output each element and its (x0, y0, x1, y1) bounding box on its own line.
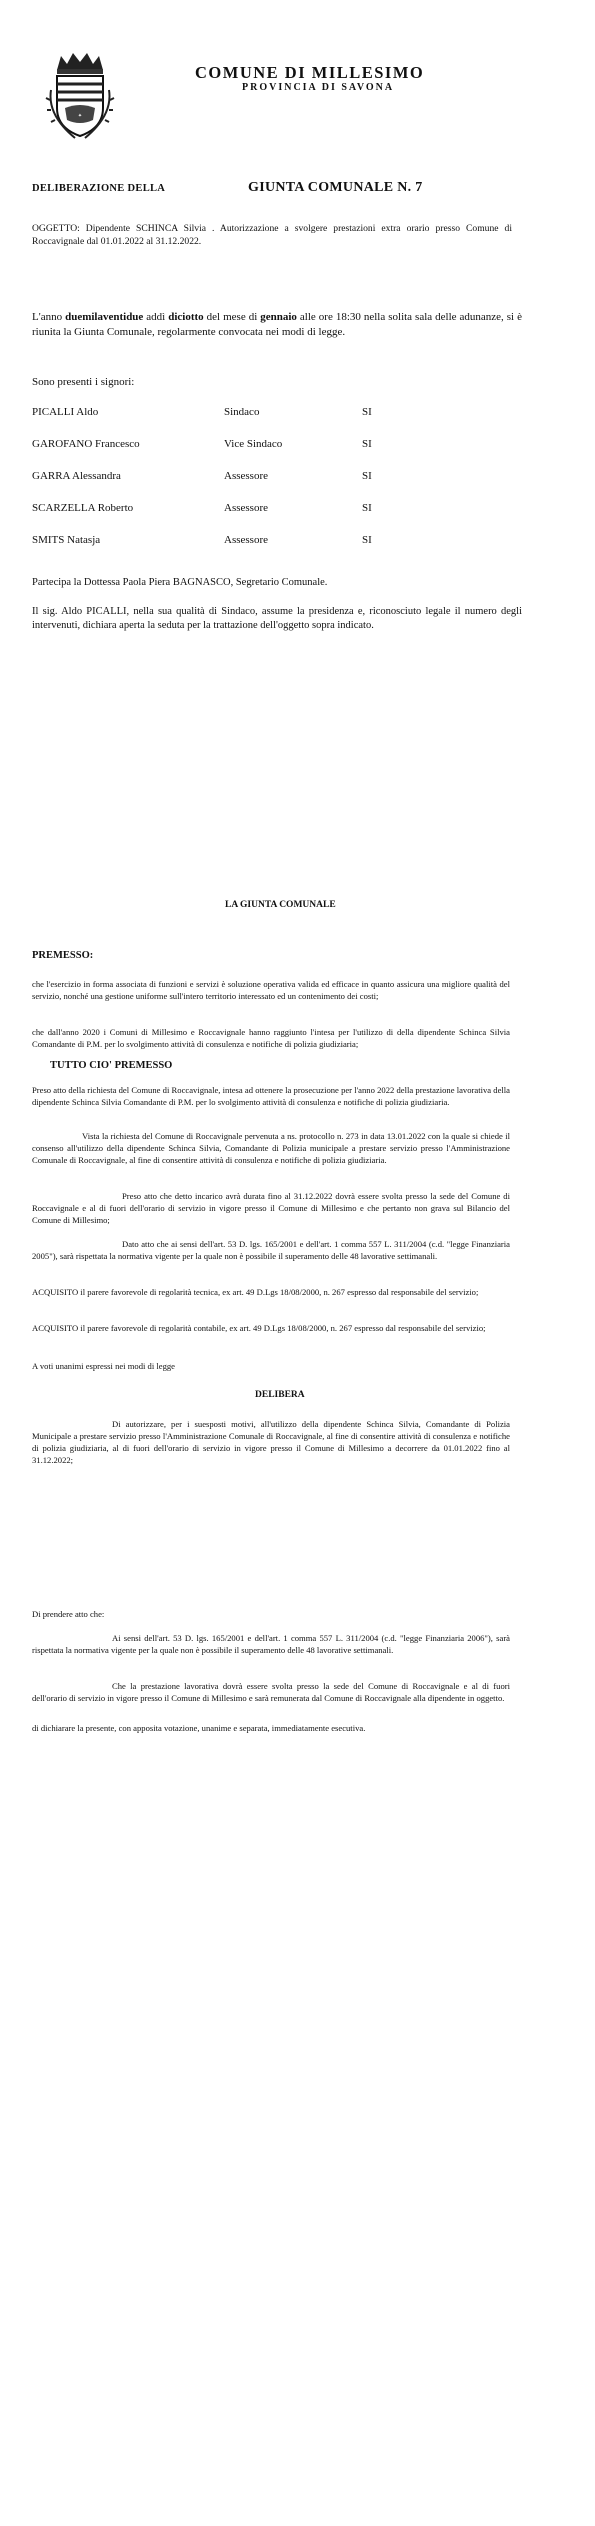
tutto-item: A voti unanimi espressi nei modi di legge (32, 1361, 175, 1371)
premesso-item: che l'esercizio in forma associata di funzioni e servizi è soluzione operativa valida ed efficace in quanto assicura una migliore qualità del servizio, nonché una gestione uniforme sull'intero territorio interessato ed un contenimento dei costi; (32, 979, 510, 1001)
member-present: SI (362, 406, 372, 418)
svg-text:✦: ✦ (77, 113, 83, 119)
tutto-item: ACQUISITO il parere favorevole di regolarità contabile, ex art. 49 D.Lgs 18/08/2000, n. 267 espresso dal responsabile del servizio; (32, 1323, 486, 1333)
secretary-text: Partecipa la Dottessa Paola Piera BAGNASCO, Segretario Comunale. (32, 577, 328, 588)
member-name: GAROFANO Francesco (32, 438, 140, 450)
member-role: Assessore (224, 470, 268, 482)
tutto-item: Dato atto che ai sensi dell'art. 53 D. lgs. 165/2001 e dell'art. 1 comma 557 L. 311/2004 (c.d. "legge Finanziaria 2005"), sarà rispettata la normativa vigente per la quale non è possibile il superamento delle 48 lavorative settimanali. (32, 1239, 510, 1261)
chair-paragraph: Il sig. Aldo PICALLI, nella sua qualità di Sindaco, assume la presidenza e, riconosciuto legale il numero degli intervenuti, dichiara aperta la seduta per la trattazione dell'oggetto sopra indicato. (32, 606, 522, 631)
member-role: Sindaco (224, 406, 260, 418)
member-present: SI (362, 534, 372, 546)
delibera-heading: DELIBERA (255, 1390, 305, 1400)
member-present: SI (362, 502, 372, 514)
member-name: PICALLI Aldo (32, 406, 99, 418)
prendere-heading: Di prendere atto che: (32, 1609, 105, 1619)
delibera-paragraph: Di autorizzare, per i suesposti motivi, all'utilizzo della dipendente Schinca Silvia, Comandante di Polizia Municipale a prestare servizio presso l'Amministrazione Comunale di Roccavignale, al fine di consentire attività di consulenza e notifiche di polizia giudiziaria, al di fuori dell'orario di servizio in vigore presso il Comune di Millesimo a decorrere da 01.01.2022 fino al 31.12.2022; (32, 1419, 510, 1465)
member-role: Vice Sindaco (224, 438, 283, 450)
tutto-item: Preso atto della richiesta del Comune di Roccavignale, intesa ad ottenere la prosecuzione per l'anno 2022 della prestazione lavorativa della dipendente Schinca Silvia Comandante di P.M. per lo svolgimento attività di consulenza e notifiche di polizia giudiziaria. (32, 1085, 510, 1107)
member-name: SMITS Natasja (32, 534, 101, 546)
oggetto-text: OGGETTO: Dipendente SCHINCA Silvia . Autorizzazione a svolgere prestazioni extra orario presso Comune di Roccavignale dal 01.01.2022 al 31.12.2022. (32, 223, 512, 247)
premesso-heading: PREMESSO: (32, 950, 94, 961)
prendere-paragraph: Ai sensi dell'art. 53 D. lgs. 165/2001 e dell'art. 1 comma 557 L. 311/2004 (c.d. "legge Finanziaria 2006"), sarà rispettata la normativa vigente per la quale non è possibile il superamento delle 48 lavorative settimanali. (32, 1633, 510, 1655)
member-name: SCARZELLA Roberto (32, 502, 134, 514)
member-role: Assessore (224, 534, 268, 546)
intro-paragraph: L'anno duemilaventidue addì diciotto del mese di gennaio alle ore 18:30 nella solita sala delle adunanze, si è riunita la Giunta Comunale, regolarmente convocata nei modi di legge. (32, 311, 522, 338)
member-present: SI (362, 438, 372, 450)
province-subtitle: PROVINCIA DI SAVONA (242, 82, 395, 93)
deliberation-number: GIUNTA COMUNALE N. 7 (248, 180, 423, 195)
deliberation-label: DELIBERAZIONE DELLA (32, 183, 166, 194)
member-role: Assessore (224, 502, 268, 514)
member-name: GARRA Alessandra (32, 470, 121, 482)
prendere-paragraph: di dichiarare la presente, con apposita votazione, unanime e separata, immediatamente esecutiva. (32, 1723, 366, 1733)
municipality-title: COMUNE DI MILLESIMO (195, 63, 425, 82)
tutto-item: Vista la richiesta del Comune di Roccavignale pervenuta a ns. protocollo n. 273 in data 13.01.2022 con la quale si chiede il consenso all'utilizzo della dipendente Schinca Silvia, Comandante di Polizia municipale a prestare servizio presso l'Amministrazione Comunale di Roccavignale, al fine di consentire attività di consulenza e notifiche di polizia giudiziaria. (32, 1131, 510, 1165)
present-label: Sono presenti i signori: (32, 376, 135, 388)
tutto-item: ACQUISITO il parere favorevole di regolarità tecnica, ex art. 49 D.Lgs 18/08/2000, n. 267 espresso dal responsabile del servizio; (32, 1287, 479, 1297)
tutto-premesso-heading: TUTTO CIO' PREMESSO (50, 1060, 173, 1071)
member-present: SI (362, 470, 372, 482)
coat-of-arms-logo (45, 50, 115, 140)
premesso-item: che dall'anno 2020 i Comuni di Millesimo e Roccavignale hanno raggiunto l'intesa per l'utilizzo di della dipendente Schinca Silvia Comandante di P.M. per lo svolgimento attività di consulenza e notifiche di polizia giudiziaria; (32, 1027, 510, 1049)
prendere-paragraph: Che la prestazione lavorativa dovrà essere svolta presso la sede del Comune di Roccavignale e al di fuori dell'orario di servizio in vigore presso il Comune di Millesimo e sarà remunerata dal Comune di Roccavignale alla dipendente in oggetto. (32, 1681, 510, 1703)
giunta-heading: LA GIUNTA COMUNALE (225, 900, 336, 910)
tutto-item: Preso atto che detto incarico avrà durata fino al 31.12.2022 dovrà essere svolta presso la sede del Comune di Roccavignale e al di fuori dell'orario di servizio in vigore presso il Comune di Millesimo e che pertanto non grava sul Bilancio del Comune di Millesimo; (32, 1191, 510, 1225)
